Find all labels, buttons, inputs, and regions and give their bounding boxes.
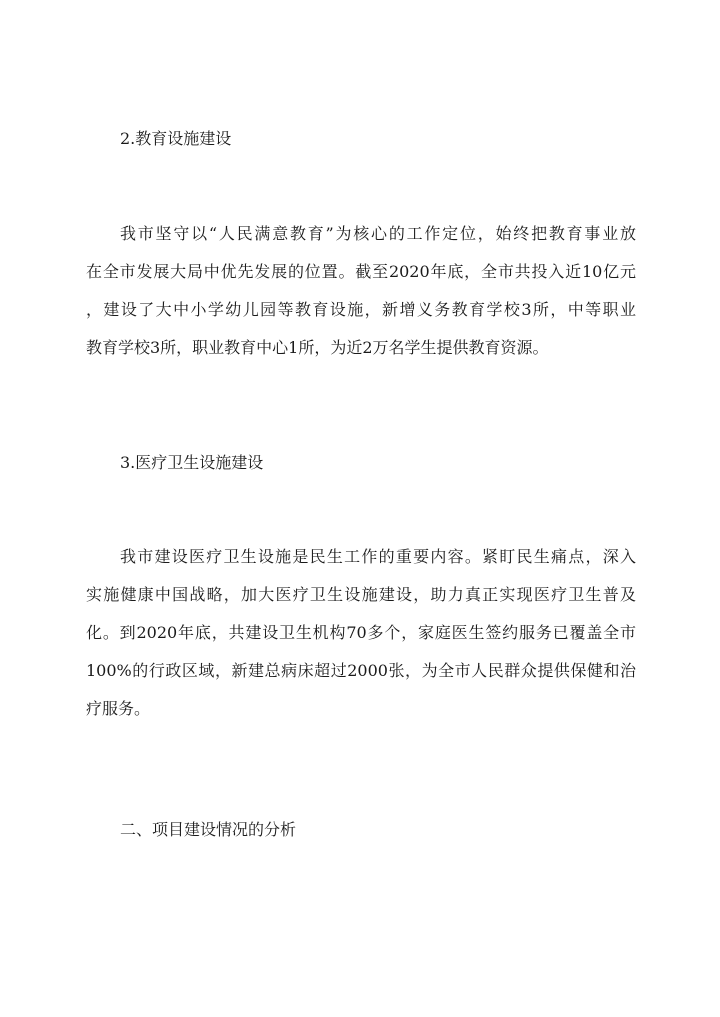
paragraph-line: 100%的行政区域，新建总病床超过2000张，为全市人民群众提供保健和治 [86,661,636,680]
section-heading-healthcare: 3.医疗卫生设施建设 [120,453,264,472]
paragraph-healthcare [86,538,636,728]
chapter-heading-analysis: 二、项目建设情况的分析 [120,820,297,839]
section-heading-education: 2.教育设施建设 [120,129,232,148]
paragraph-line: 我市建设医疗卫生设施是民生工作的重要内容。紧盯民生痛点，深入 [120,547,636,566]
paragraph-line: 化。到2020年底，共建设卫生机构70多个，家庭医生签约服务已覆盖全市 [86,623,636,642]
paragraph-line: 教育学校3所，职业教育中心1所，为近2万名学生提供教育资源。 [86,338,549,357]
paragraph-education [86,215,636,367]
paragraph-line: 我市坚守以“人民满意教育”为核心的工作定位，始终把教育事业放 [120,224,636,243]
paragraph-line: 在全市发展大局中优先发展的位置。截至2020年底，全市共投入近10亿元 [86,262,636,281]
paragraph-line: 疗服务。 [86,699,151,718]
paragraph-line: ，建设了大中小学幼儿园等教育设施，新增义务教育学校3所，中等职业 [86,300,636,319]
paragraph-line: 实施健康中国战略，加大医疗卫生设施建设，助力真正实现医疗卫生普及 [86,585,636,604]
